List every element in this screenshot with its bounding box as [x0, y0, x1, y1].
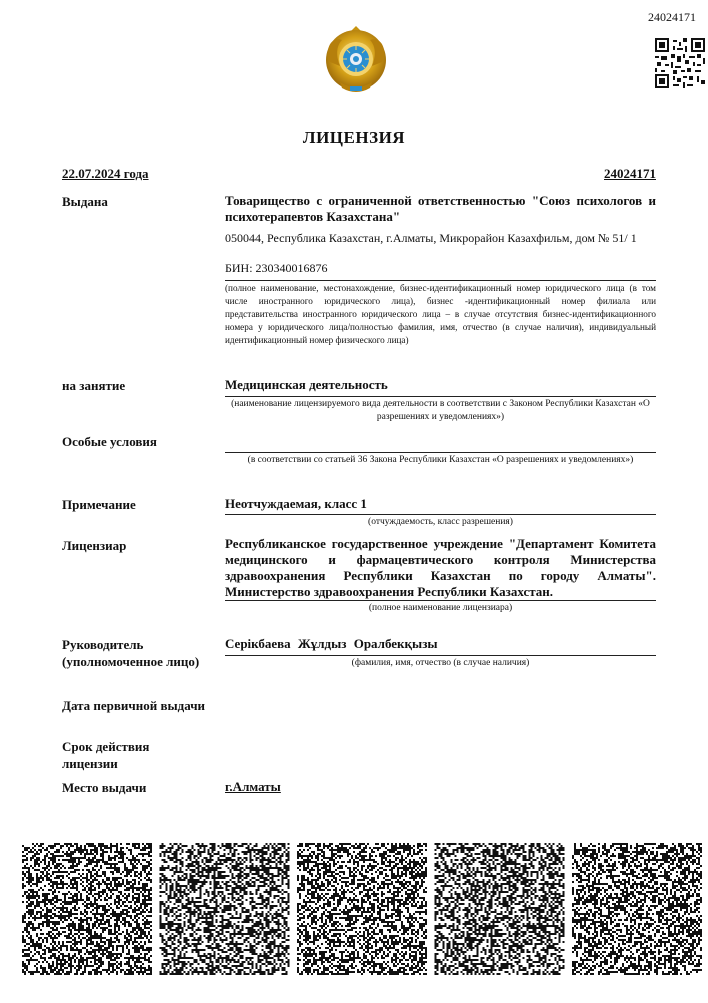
head-label-line2: (уполномоченное лицо): [62, 654, 200, 669]
licensee-bin: БИН: 230340016876: [225, 261, 328, 275]
divider: [225, 600, 656, 601]
head-note: (фамилия, имя, отчество (в случае наличия): [351, 658, 530, 668]
qr-code-strip-icon: [22, 843, 702, 975]
licensee-address: 050044, Республика Казахстан, г.Алматы, Микрорайон Казахфильм, дом № 51/ 1: [225, 231, 637, 245]
special-conditions-label: Особые условия: [62, 434, 157, 449]
validity-label-line1: Срок действия: [62, 739, 150, 754]
licensee-note: (полное наименование, местонахождение, бизнес-идентификационный номер юридического лица (в том числе иностранного юридического лица), бизнес -идентификационный номер филиала или представительства иностранного юридического лица – в случае отсутствия бизнес-идентификационного номера у юридического лица/полностью фамилия, имя, отчество (в случае наличия), индивидуальный идентификационный номер физического лица): [225, 283, 656, 345]
first-issue-date-label: Дата первичной выдачи: [62, 698, 206, 713]
activity-label: на занятие: [62, 378, 126, 393]
licensor-value: Республиканское государственное учреждение "Департамент Комитета медицинского и фармацевтического контроля Министерства здравоохранения Республики Казахстан по городу Алматы". Министерство здравоохранения Республики Казахстан.: [225, 536, 656, 599]
remark-note: (отчуждаемость, класс разрешения): [368, 517, 513, 527]
licensor-note: (полное наименование лицензиара): [368, 603, 513, 613]
licensor-label: Лицензиар: [62, 538, 127, 553]
license-number: 24024171: [604, 166, 656, 181]
place-value: г.Алматы: [225, 779, 281, 794]
divider: [225, 452, 656, 453]
qr-block-1: [22, 843, 152, 975]
licensee-name: Товарищество с ограниченной ответственностью "Союз психологов и психотерапевтов Казахстана": [225, 193, 656, 224]
issued-to-label: Выдана: [62, 194, 108, 209]
qr-block-2: [160, 843, 290, 975]
qr-block-4: [435, 843, 565, 975]
activity-value: Медицинская деятельность: [225, 377, 388, 392]
place-label: Место выдачи: [62, 780, 147, 795]
head-label: [62, 636, 199, 670]
qr-block-5: [572, 843, 702, 975]
divider: [225, 655, 656, 656]
head-value: Серікбаева Жұлдыз Оралбекқызы: [225, 636, 438, 651]
validity-label: [62, 738, 149, 772]
remark-value: Неотчуждаемая, класс 1: [225, 496, 367, 511]
issue-date: 22.07.2024 года: [62, 166, 149, 181]
document-number-top: 24024171: [648, 10, 696, 24]
qr-block-3: [297, 843, 427, 975]
special-conditions-note: (в соответствии со статьей 36 Закона Республики Казахстан «О разрешениях и уведомлениях»): [247, 455, 634, 465]
qr-code-icon: [655, 38, 705, 88]
activity-note: (наименование лицензируемого вида деятельности в соответствии с Законом Республики Казахстан «О разрешениях и уведомлениях»): [231, 399, 650, 422]
divider: [225, 280, 656, 281]
divider: [225, 514, 656, 515]
document-title: ЛИЦЕНЗИЯ: [302, 128, 406, 147]
remark-label: Примечание: [62, 497, 136, 512]
divider: [225, 396, 656, 397]
head-label-line1: Руководитель: [62, 637, 144, 652]
state-emblem-icon: [318, 22, 394, 98]
validity-label-line2: лицензии: [62, 756, 118, 771]
